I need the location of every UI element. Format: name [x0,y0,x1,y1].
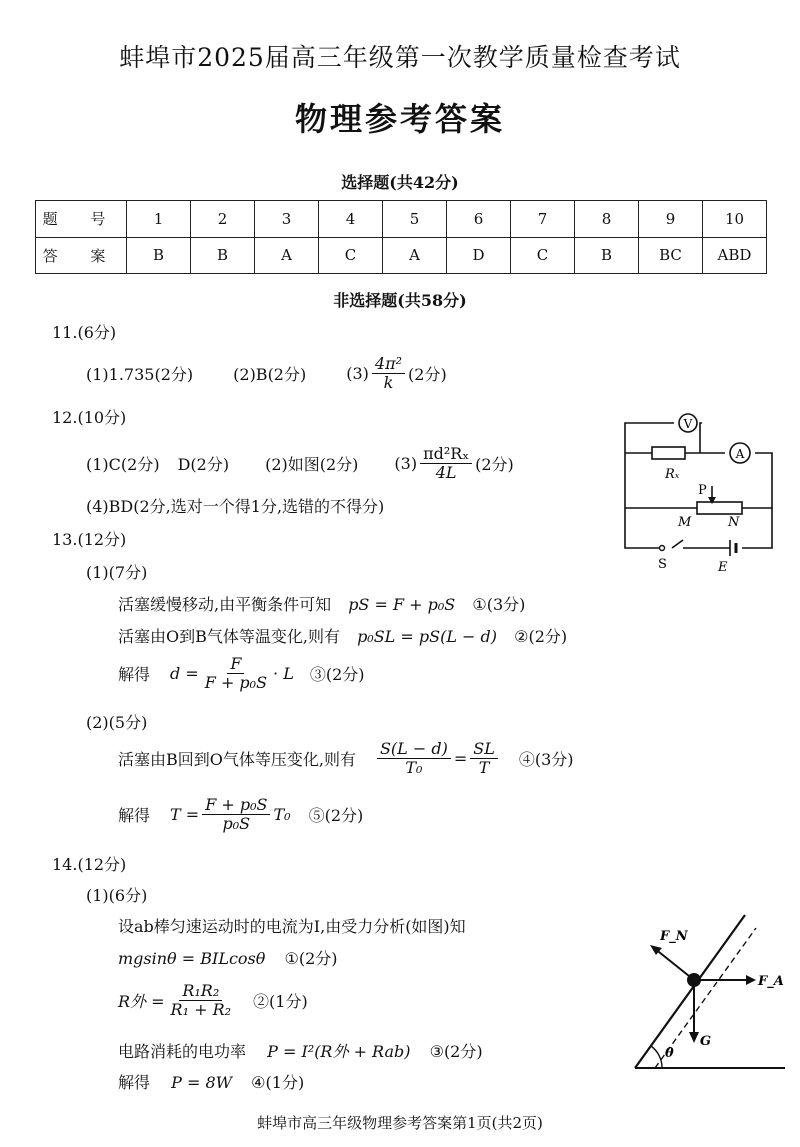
q11-heading: 11.(6分) [52,323,117,342]
q13-heading: 13.(12分) [52,530,127,549]
table-cell: 3 [255,201,319,238]
q14-line2-equation: mgsinθ = BILcosθ [118,949,266,968]
q11-answers [86,355,447,391]
q13-line3-lhs: d = [170,663,199,683]
incline-rail [635,915,745,1068]
q14-line5 [118,1070,304,1093]
exam-title: 蚌埠市2025届高三年级第一次教学质量检查考试 [119,43,681,72]
table-cell: ABD [703,237,767,274]
q13-line4-fraction-left [377,740,451,776]
q14-line4 [118,1039,483,1062]
q13-line2 [118,624,567,647]
fraction-numerator: R₁R₂ [179,982,222,1001]
q14-line3 [118,982,308,1018]
q12-circuit-diagram [600,408,790,578]
normal-force-label: F_N [660,929,688,944]
rheostat-end-m-label: M [678,515,692,530]
q12-heading: 12.(10分) [52,408,127,427]
q14-line3-fraction [168,982,235,1018]
q13-line1 [118,592,525,615]
normal-force-arrow [654,948,694,980]
q14-line5-text: 解得 [118,1073,151,1092]
voltmeter-label: V [683,417,693,431]
switch-icon [660,546,665,551]
table-cell: 6 [447,201,511,238]
table-cell: B [191,237,255,274]
q11-part3-fraction [372,355,405,391]
q12-answers [86,445,514,481]
q14-line4-score: ③(2分) [429,1042,483,1061]
rheostat-end-n-label: N [728,515,740,530]
q13-line5-score: ⑤(2分) [308,805,364,825]
fraction-denominator: p₀S [222,813,251,833]
answer-table [35,200,767,274]
answer-key-title: 物理参考答案 [294,100,505,138]
fraction-denominator: T [478,757,490,777]
q13-line2-score: ②(2分) [514,627,568,646]
q13-line3-score: ③(2分) [309,664,365,684]
q13-line2-text: 活塞由O到B气体等温变化,则有 [118,627,340,646]
ammeter-label: A [735,447,745,461]
q13-part2-heading: (2)(5分) [86,713,148,732]
q14-line1: 设ab棒匀速运动时的电流为I,由受力分析(如图)知 [118,917,466,936]
table-cell: B [575,237,639,274]
table-cell: 7 [511,201,575,238]
fraction-numerator: F [227,655,244,674]
q14-part1-heading: (1)(6分) [86,886,148,905]
table-cell: A [383,237,447,274]
switch-label: S [658,557,667,572]
q12-part3-fraction [420,445,472,481]
q13-line3 [118,655,365,691]
table-cell: B [127,237,191,274]
page-footer: 蚌埠市高三年级物理参考答案第1页(共2页) [257,1114,543,1132]
q14-line4-equation: P = I²(R外 + Rab) [267,1042,411,1061]
fraction-numerator: F + p₀S [202,796,270,815]
q13-line1-equation: pS = F + p₀S [348,595,456,614]
q13-line1-score: ①(3分) [472,595,526,614]
q13-part1-heading: (1)(7分) [86,563,148,582]
table-cell: BC [639,237,703,274]
q14-force-diagram [620,910,790,1080]
fraction-denominator: F + p₀S [204,672,268,692]
table-cell: C [511,237,575,274]
q13-line1-text: 活塞缓慢移动,由平衡条件可知 [118,595,332,614]
section-nonchoice-heading: 非选择题(共58分) [333,291,467,310]
gravity-label: G [700,1034,712,1049]
q14-line4-text: 电路消耗的电功率 [118,1042,247,1061]
fraction-denominator: R₁ + R₂ [170,999,232,1019]
table-header-number: 题 号 [36,201,127,238]
table-cell: 4 [319,201,383,238]
q11-part3-score: (2分) [408,364,447,384]
resistor-rx-icon [652,447,685,459]
table-header-answer: 答 案 [36,237,127,274]
q12-part3-score: (2分) [475,454,514,474]
fraction-numerator: 4π² [372,355,405,374]
q12-part3-label: (3) [394,453,418,473]
q11-part3-label: (3) [346,363,369,383]
q13-line4-score: ④(3分) [518,749,574,769]
q13-line5-fraction [202,796,270,832]
fraction-numerator: SL [470,740,498,759]
table-row-numbers [36,201,767,238]
table-cell: A [255,237,319,274]
q13-line5 [118,796,363,832]
fraction-denominator: 4L [435,462,457,482]
q13-line4-text: 活塞由B回到O气体等压变化,则有 [118,749,356,769]
q13-line5-tail: T₀ [273,804,291,824]
q14-line5-equation: P = 8W [171,1073,233,1092]
q13-line4 [118,740,574,776]
q12-part1b: D(2分) [177,454,230,474]
q13-line3-tail: · L [273,663,294,683]
q14-line5-score: ④(1分) [251,1073,305,1092]
q12-part4: (4)BD(2分,选对一个得1分,选错的不得分) [86,497,385,516]
angle-label: θ [665,1046,674,1061]
q14-heading: 14.(12分) [52,855,127,874]
q14-line3-lhs: R外 = [118,991,165,1011]
q14-line2 [118,946,338,969]
table-cell: 5 [383,201,447,238]
q11-part2: (2)B(2分) [233,364,307,384]
fraction-numerator: πd²Rₓ [420,445,472,464]
table-cell: 2 [191,201,255,238]
battery-label: E [718,560,728,575]
table-cell: 9 [639,201,703,238]
angle-arc [651,1046,662,1068]
table-cell: 1 [127,201,191,238]
q13-line5-lhs: T = [170,804,200,824]
q14-line3-score: ②(1分) [253,991,308,1011]
table-cell: D [447,237,511,274]
q13-line2-equation: p₀SL = pS(L − d) [357,627,498,646]
table-cell: 8 [575,201,639,238]
q13-line5-text: 解得 [118,805,151,825]
q14-line2-score: ①(2分) [284,949,338,968]
q13-line3-fraction [202,655,270,691]
q12-part2: (2)如图(2分) [265,454,359,474]
q13-line4-equals: = [453,748,468,768]
section-choice-heading: 选择题(共42分) [341,173,459,192]
table-cell: C [319,237,383,274]
fraction-denominator: k [383,372,394,392]
slider-label: P [698,483,707,498]
q13-line3-text: 解得 [118,664,151,684]
ampere-force-label: F_A [758,974,784,989]
resistor-rx-label: Rₓ [665,467,680,482]
table-row-answers [36,237,767,274]
table-cell: 10 [703,201,767,238]
rheostat-icon [697,502,742,514]
fraction-denominator: T₀ [405,757,423,777]
fraction-numerator: S(L − d) [377,740,451,759]
q11-part1: (1)1.735(2分) [86,364,194,384]
q13-line4-fraction-right [470,740,498,776]
q12-part1: (1)C(2分) [86,454,160,474]
